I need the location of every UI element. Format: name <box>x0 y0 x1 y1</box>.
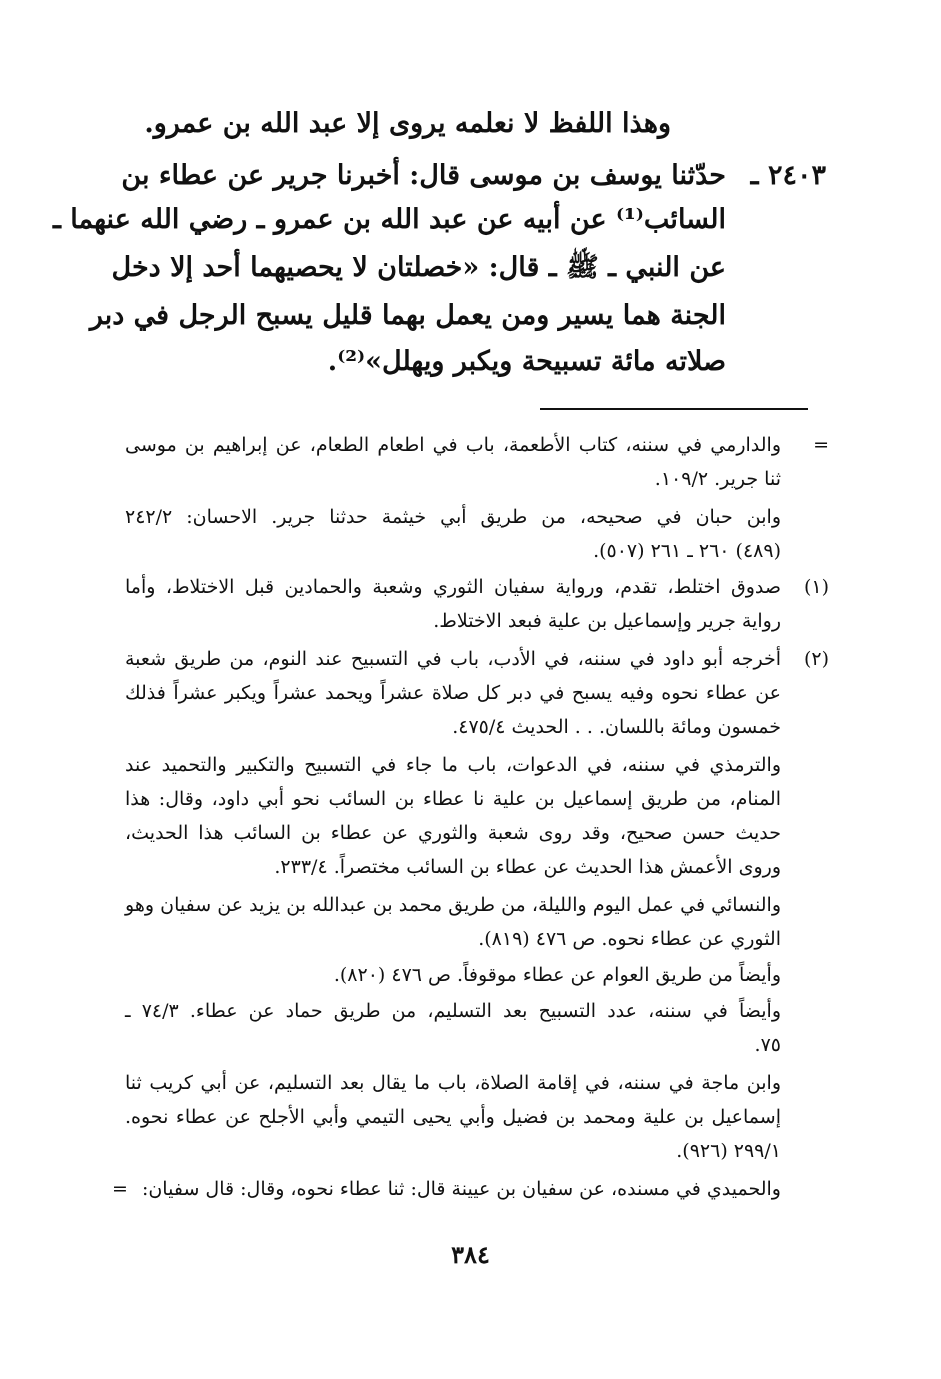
hadith-line-3: عن النبي ـ ﷺ ـ قال: «خصلتان لا يحصيهما أحد إلا دخل <box>111 252 726 283</box>
footnote-line: أخرجه أبو داود في سننه، في الأدب، باب في التسبيح عند النوم، من طريق شعبة <box>125 648 781 670</box>
footnote-line: وأيضاً من طريق العوام عن عطاء موقوفاً. ص ٤٧٦ (٨٢٠). <box>333 964 781 986</box>
hadith-line-5: صلاته مائة تسبيحة ويكبر ويهلل»⁽²⁾. <box>327 346 726 377</box>
footnote-line: ٧٥. <box>754 1034 781 1056</box>
footnote-line: ٢٩٩/١ (٩٢٦). <box>676 1140 781 1162</box>
footnote-line: صدوق اختلط، تقدم، ورواية سفيان الثوري وشعبة والحمادين قبل الاختلاط، وأما <box>125 576 781 598</box>
footnote-line: ثنا جرير. ١٠٩/٢. <box>654 468 781 490</box>
footnote-line: (٤٨٩) ٢٦٠ ـ ٢٦١ (٥٠٧). <box>593 540 781 562</box>
footnote-line: خمسون ومائة باللسان. . . الحديث ٤٧٥/٤. <box>452 716 781 738</box>
hadith-number: ٢٤٠٣ ـ <box>750 160 826 191</box>
footnote-line: المنام، من طريق إسماعيل بن علية نا عطاء بن السائب نحو أبي داود، وقال: هذا <box>125 788 781 810</box>
footnote-line: وأيضاً في سننه، عدد التسبيح بعد التسليم، من طريق حماد عن عطاء. ٧٤/٣ ـ <box>125 1000 782 1022</box>
footnote-line: والنسائي في عمل اليوم والليلة، من طريق محمد بن عبدالله بن يزيد عن سفيان وهو <box>125 894 781 916</box>
intro-line: وهذا اللفظ لا نعلمه يروى إلا عبد الله بن عمرو. <box>144 108 671 139</box>
footnote-line: وابن ماجة في سننه، في إقامة الصلاة، باب ما يقال بعد التسليم، عن أبي كريب ثنا <box>125 1072 781 1094</box>
footnote-line: والترمذي في سننه، في الدعوات، باب ما جاء في التسبيح والتكبير والتحميد عند <box>125 754 781 776</box>
footnote-line: عن عطاء نحوه وفيه يسبح في دبر كل صلاة عشراً ويحمد عشراً ويكبر عشراً فذلك <box>125 682 782 704</box>
page-number: ٣٨٤ <box>451 1240 490 1269</box>
footnote-line: والحميدي في مسنده، عن سفيان بن عيينة قال: ثنا عطاء نحوه، وقال: قال سفيان: <box>141 1178 781 1200</box>
footnote-2-mark: (٢) <box>803 648 829 670</box>
footnote-divider <box>540 408 808 410</box>
footnote-1-mark: (١) <box>803 576 829 598</box>
footnote-line: حديث حسن صحيح، وقد روى شعبة والثوري عن عطاء بن السائب هذا الحديث، <box>125 822 781 844</box>
hadith-line-1: حدّثنا يوسف بن موسى قال: أخبرنا جرير عن عطاء بن <box>121 160 726 191</box>
footnote-end-mark: = <box>112 1178 128 1200</box>
footnote-line: وروى الأعمش هذا الحديث عن عطاء بن السائب مختصراً. ٢٣٣/٤. <box>274 856 781 878</box>
hadith-line-2: السائب⁽¹⁾ عن أبيه عن عبد الله بن عمرو ـ رضي الله عنهما ـ <box>52 204 726 235</box>
footnote-line: إسماعيل بن علية ومحمد بن فضيل وأبي يحيى التيمي وأبي الأجلح عن عطاء نحوه. <box>125 1106 781 1128</box>
footnote-line: والدارمي في سننه، كتاب الأطعمة، باب في اطعام الطعام، عن إبراهيم بن موسى <box>125 434 781 456</box>
hadith-line-4: الجنة هما يسير ومن يعمل بهما قليل يسبح الرجل في دبر <box>89 300 726 331</box>
footnote-continuation-mark: = <box>813 434 829 456</box>
footnote-line: وابن حبان في صحيحه، من طريق أبي خيثمة حدثنا جرير. الاحسان: ٢٤٢/٢ <box>125 506 781 528</box>
footnote-line: رواية جرير وإسماعيل بن علية فبعد الاختلاط. <box>433 610 781 632</box>
footnote-line: الثوري عن عطاء نحوه. ص ٤٧٦ (٨١٩). <box>478 928 781 950</box>
